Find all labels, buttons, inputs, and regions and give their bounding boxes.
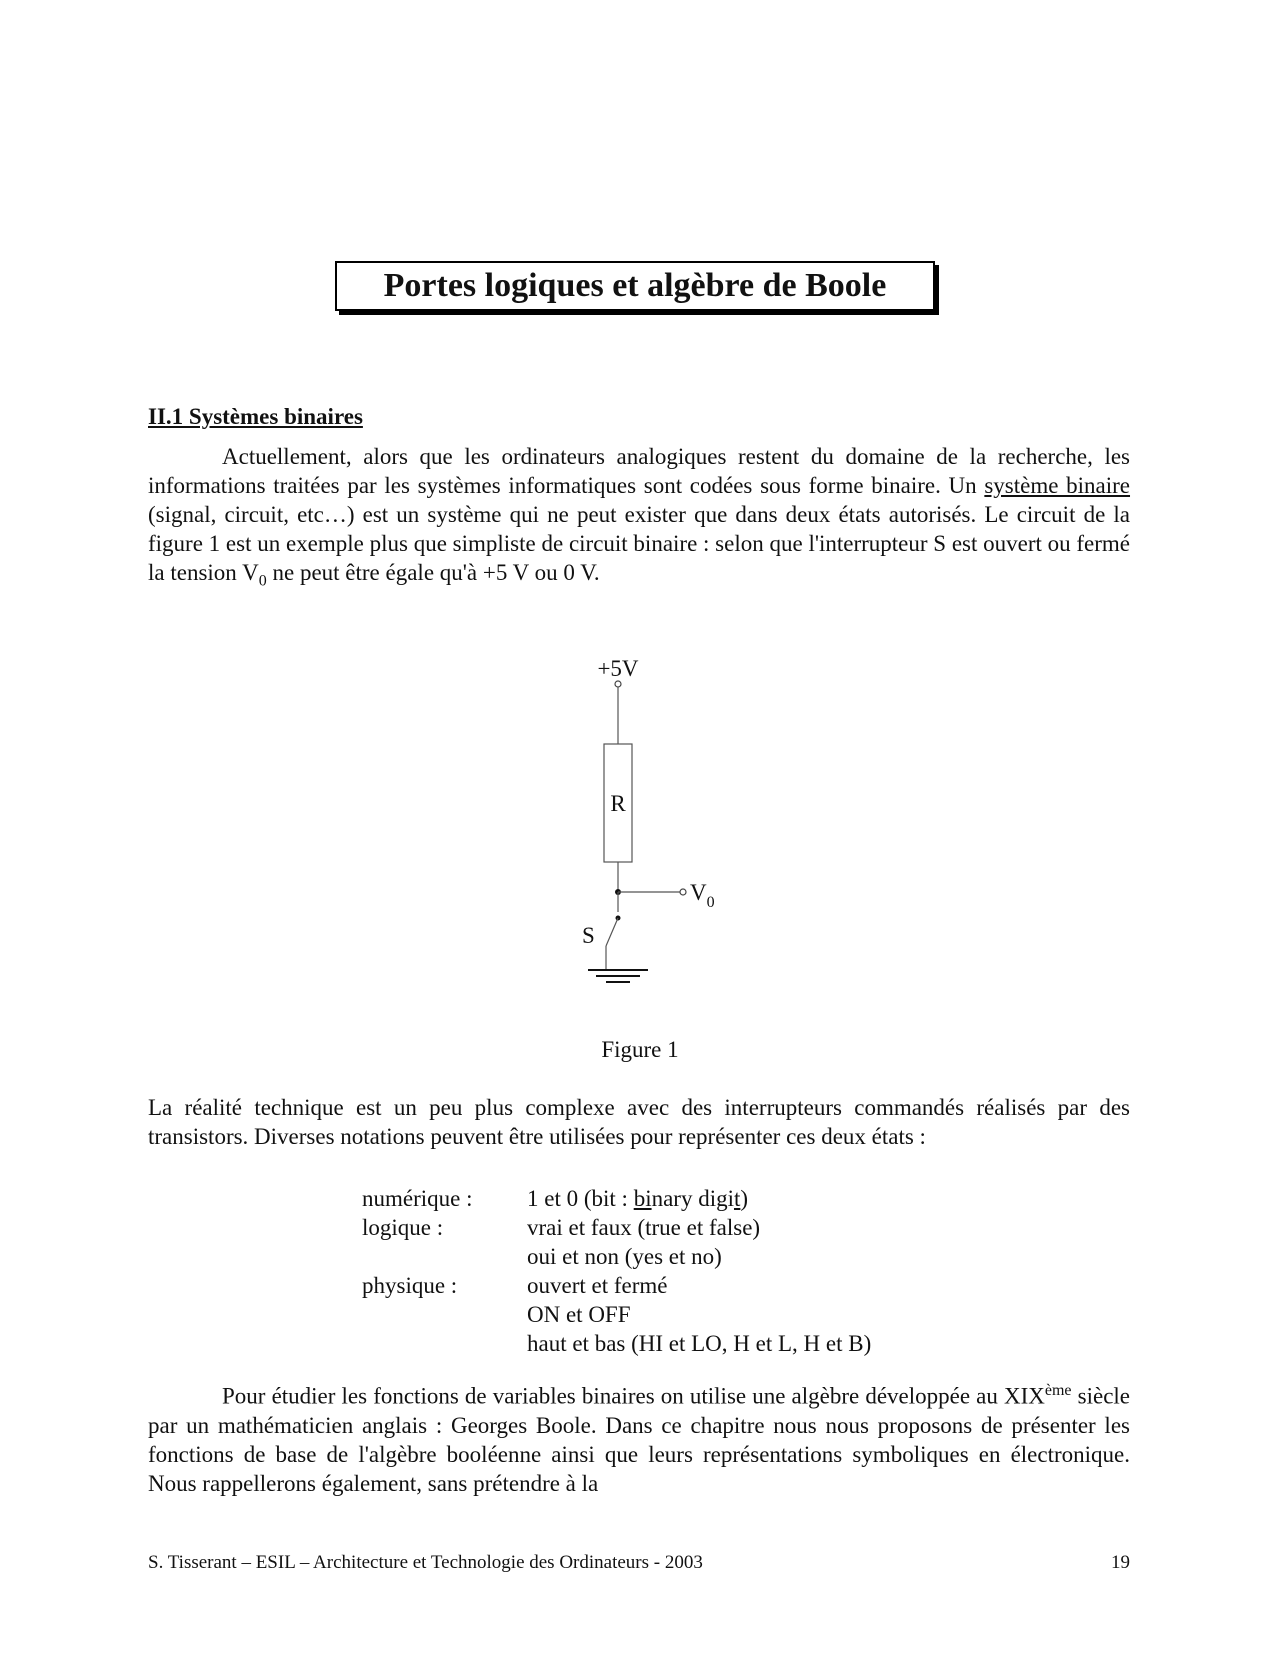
notation-value: ouvert et fermé [527, 1273, 668, 1298]
figure-caption: Figure 1 [601, 1037, 679, 1062]
paragraph-boole: Pour étudier les fonctions de variables binaires on utilise une algèbre développée au XIXème siècle par un mathématicien anglais : Georges Boole. Dans ce chapitre nous nous proposons de présenter les fonctions de base de l'algèbre booléenne ainsi que leurs représentations symboliques en électronique. Nous rappellerons également, sans prétendre à la [148, 1382, 1131, 1496]
supply-label: +5V [597, 656, 639, 681]
notation-row-physical-2 [362, 1300, 871, 1329]
supply-terminal [615, 681, 621, 687]
switch-label: S [582, 923, 595, 948]
output-terminal [680, 889, 686, 895]
section-heading: II.1 Systèmes binaires [148, 404, 363, 429]
notation-value: oui et non (yes et no) [527, 1244, 722, 1269]
paragraph-intro: Actuellement, alors que les ordinateurs analogiques restent du domaine de la recherche, les informations traitées par les systèmes informatiques sont codées sous forme binaire. Un système binaire (signal, circuit, etc…) est un système qui ne peut exister que dans deux états autorisés. Le circuit de la figure 1 est un exemple plus que simpliste de circuit binaire : selon que l'interrupteur S est ouvert ou fermé la tension $V_0$ ne peut être égale qu'à +5 V ou 0 V. [148, 444, 1131, 590]
notation-value: ON et OFF [527, 1302, 631, 1327]
notation-row-physical-3 [362, 1329, 871, 1358]
notation-label: physique : [362, 1273, 458, 1298]
notation-row-logic-2 [362, 1242, 871, 1271]
output-subscript: 0 [706, 894, 715, 911]
circuit-figure [560, 650, 720, 990]
footer-credit: S. Tisserant – ESIL – Architecture et Technologie des Ordinateurs - 2003 [148, 1552, 703, 1573]
notation-row-numeric [362, 1184, 871, 1213]
switch-blade [606, 918, 618, 946]
notation-label: logique : [362, 1215, 444, 1240]
page-title: Portes logiques et algèbre de Boole [335, 261, 935, 311]
notation-row-physical [362, 1271, 871, 1300]
notation-row-logic [362, 1213, 871, 1242]
page-footer [148, 1552, 1130, 1574]
notation-value: vrai et faux (true et false) [527, 1215, 761, 1240]
output-label: $V_0$ [690, 880, 715, 911]
ground-symbol [588, 970, 648, 982]
notation-list [362, 1184, 871, 1358]
page-number: 19 [1111, 1552, 1130, 1573]
notation-value: haut et bas (HI et LO, H et L, H et B) [527, 1331, 872, 1356]
paragraph-notations-intro: La réalité technique est un peu plus complexe avec des interrupteurs commandés réalisés par des transistors. Diverses notations peuvent être utilisées pour représenter ces deux états : [148, 1095, 1130, 1149]
notation-label: numérique : [362, 1186, 473, 1211]
resistor-label: R [610, 791, 626, 816]
notation-value: 1 et 0 (bit : binary digit) [527, 1186, 749, 1211]
term-systeme-binaire: système binaire [984, 473, 1131, 498]
